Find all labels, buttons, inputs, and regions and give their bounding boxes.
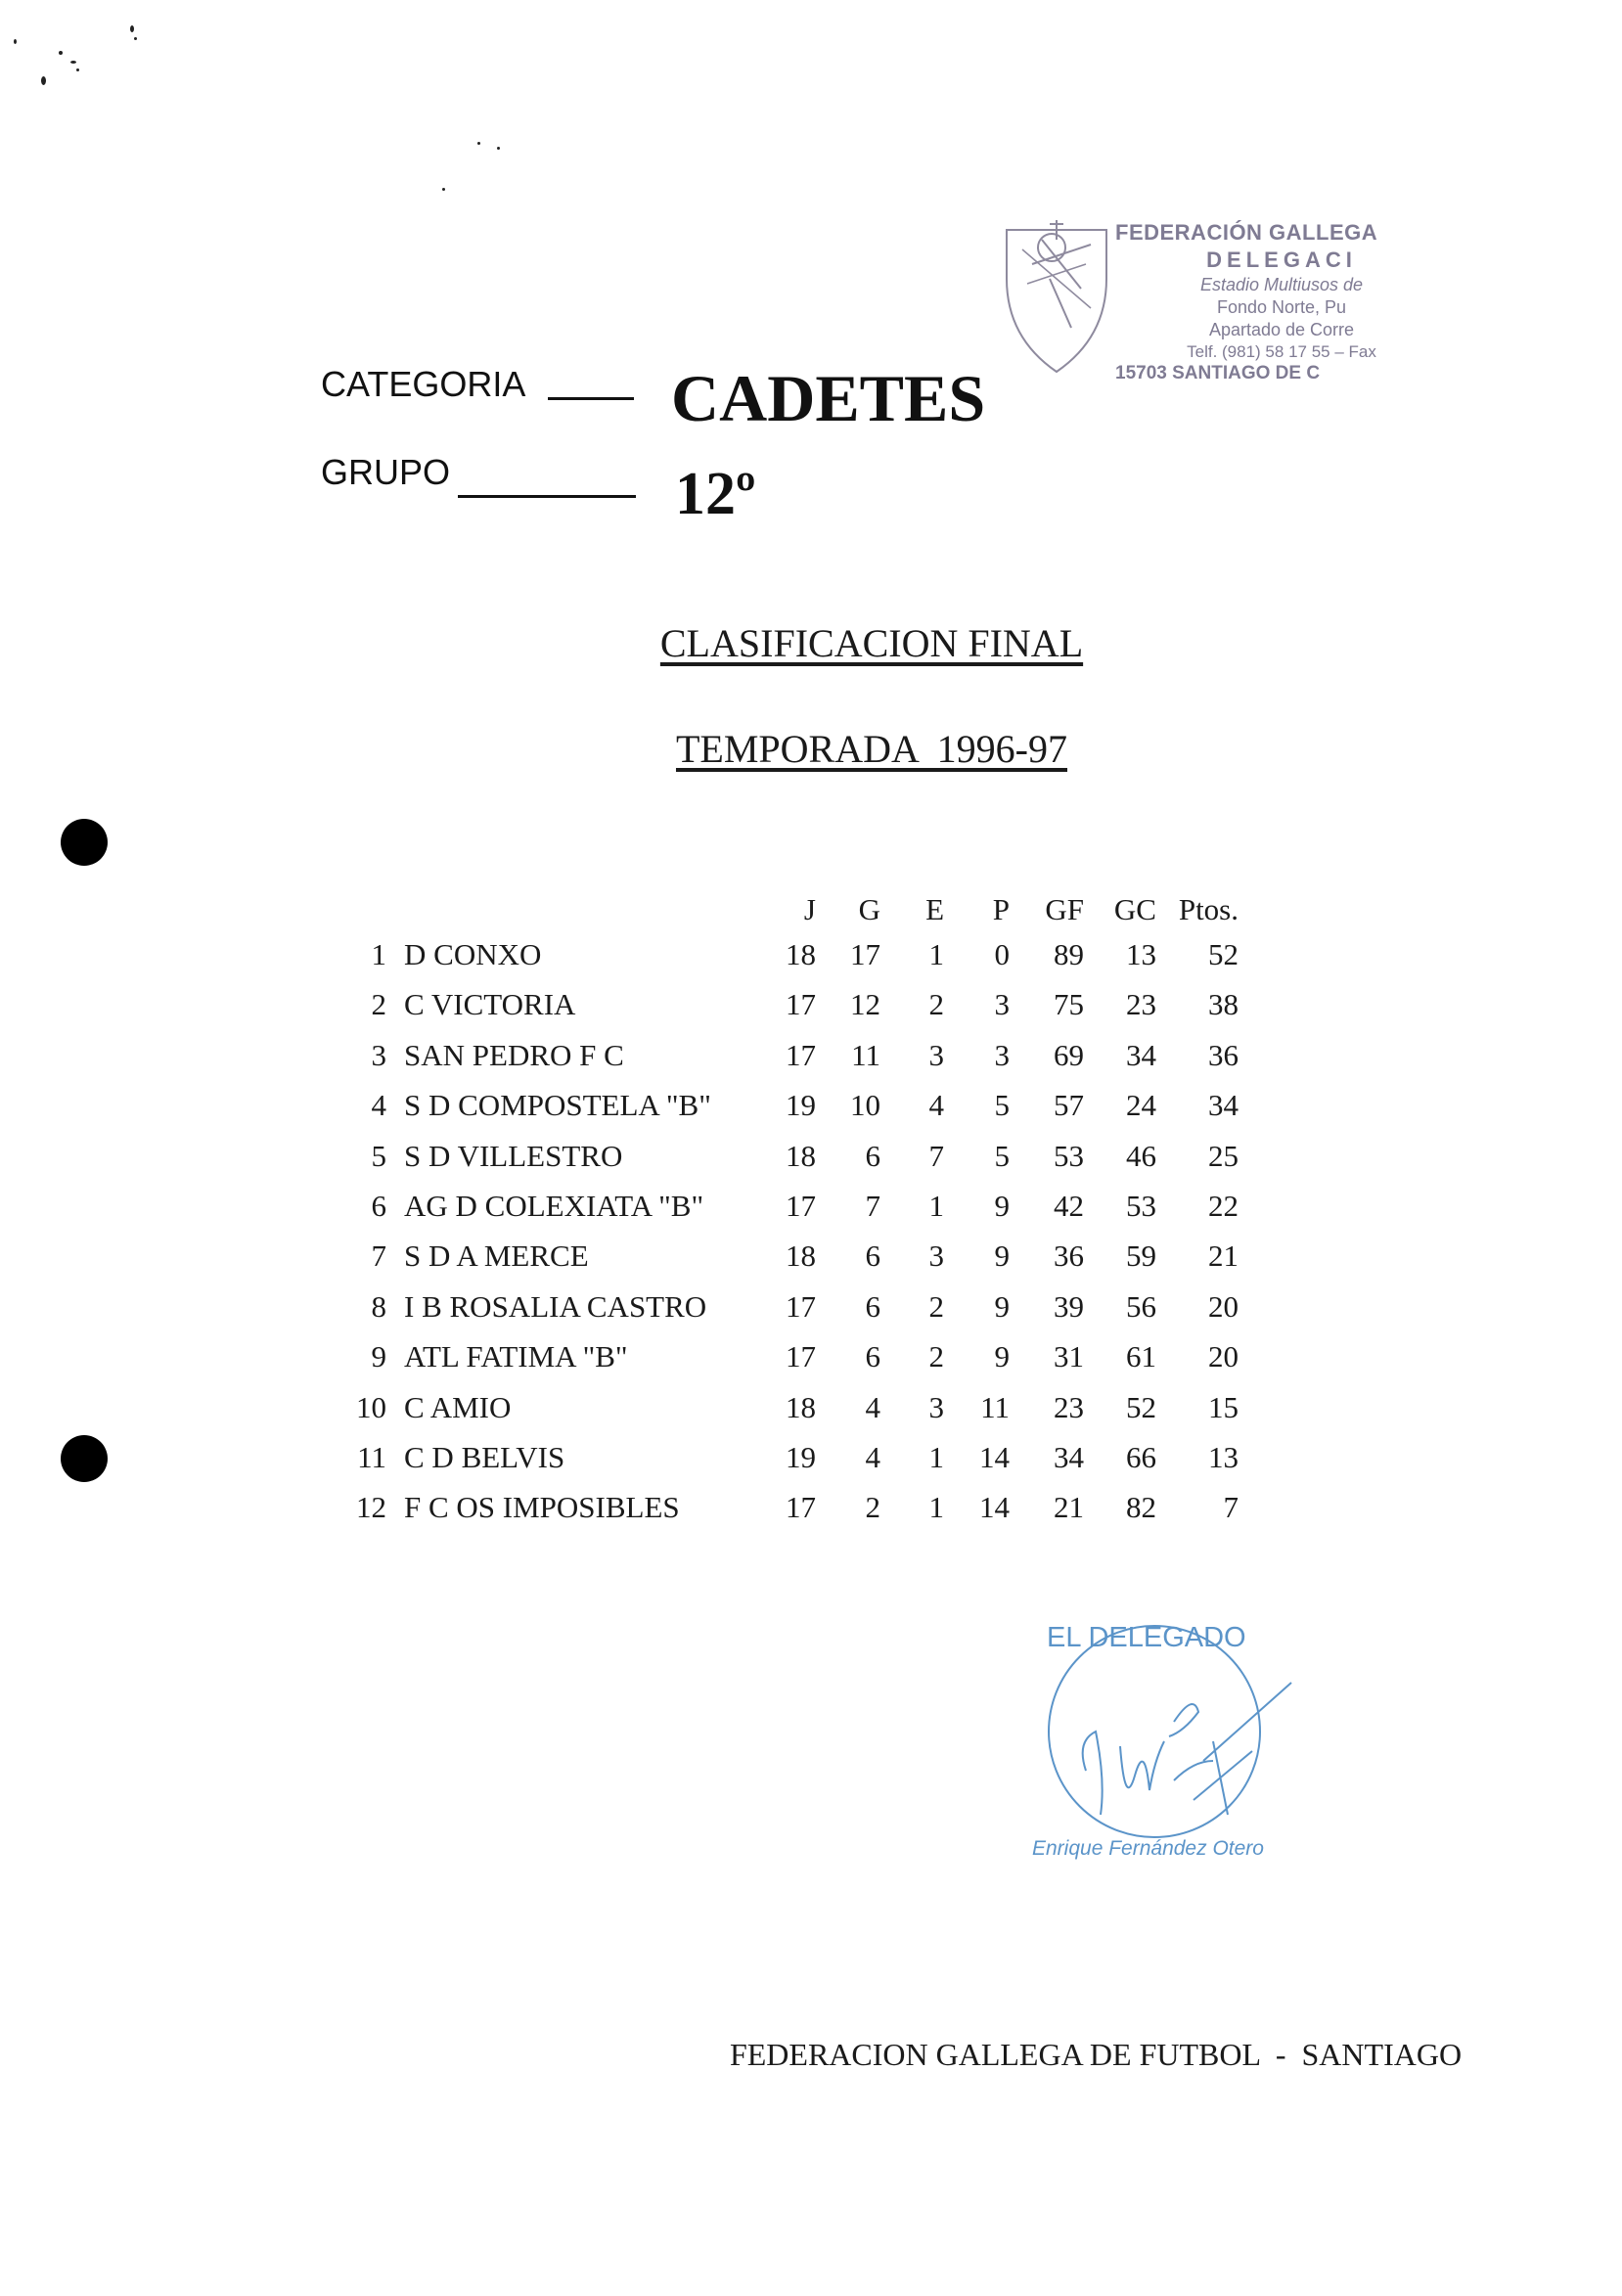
stamp-line: Estadio Multiusos de [1199,275,1364,294]
team-cell: S D VILLESTRO [404,1139,623,1173]
team-cell: AG D COLEXIATA "B" [404,1189,704,1223]
team-cell: S D A MERCE [404,1238,589,1273]
stat-cell-p: 11 [980,1390,1010,1424]
stat-cell-g: 11 [851,1038,880,1072]
stat-cell-ptos: 52 [1208,937,1239,971]
scan-speck [477,142,480,145]
grupo-label: GRUPO [321,452,451,492]
stat-cell-ptos: 25 [1208,1139,1239,1173]
stat-cell-ptos: 7 [1223,1490,1239,1524]
stat-cell-p: 9 [994,1289,1010,1324]
position-cell: 10 [356,1390,386,1424]
position-cell: 8 [371,1289,386,1324]
scan-speck [70,61,76,64]
stat-cell-j: 18 [786,937,816,971]
categoria-label: CATEGORIA [321,364,526,404]
stat-cell-gf: 39 [1054,1289,1084,1324]
stat-cell-g: 10 [850,1088,880,1122]
stat-cell-j: 17 [786,987,816,1021]
stat-cell-e: 2 [928,987,944,1021]
scan-speck [497,147,500,150]
stat-cell-g: 6 [865,1289,880,1324]
stat-cell-g: 6 [865,1238,880,1273]
stamp-line: 15703 SANTIAGO DE C [1115,363,1321,383]
stat-cell-g: 7 [865,1189,880,1223]
stat-cell-p: 9 [994,1339,1010,1373]
stat-cell-p: 14 [979,1440,1010,1474]
stat-cell-e: 1 [928,1440,944,1474]
stat-cell-gc: 53 [1126,1189,1156,1223]
stat-cell-e: 2 [928,1289,944,1324]
stat-cell-g: 2 [865,1490,880,1524]
stat-cell-gf: 53 [1054,1139,1084,1173]
stat-cell-ptos: 36 [1208,1038,1239,1072]
stamp-line: Apartado de Corre [1208,320,1355,339]
stat-cell-gc: 66 [1126,1440,1156,1474]
stat-cell-g: 17 [850,937,880,971]
stat-cell-j: 18 [786,1139,816,1173]
federation-crest-icon [1003,210,1110,377]
stat-cell-gc: 61 [1126,1339,1156,1373]
stat-cell-gf: 42 [1054,1189,1084,1223]
stat-cell-ptos: 34 [1208,1088,1239,1122]
stat-cell-e: 1 [928,1189,944,1223]
stat-cell-j: 17 [786,1038,816,1072]
stat-cell-ptos: 15 [1208,1390,1239,1424]
stamp-line: Telf. (981) 58 17 55 – Fax [1187,342,1376,361]
position-cell: 2 [371,987,386,1021]
scan-speck [14,39,17,44]
stat-cell-j: 17 [786,1339,816,1373]
column-header: E [925,892,944,926]
stat-cell-gc: 59 [1126,1238,1156,1273]
stat-cell-g: 4 [865,1440,880,1474]
stat-cell-e: 3 [928,1038,944,1072]
column-header: GF [1045,892,1084,926]
column-header: J [803,892,816,926]
team-cell: ATL FATIMA "B" [404,1339,628,1373]
season-subtitle: TEMPORADA 1996-97 [675,727,1068,771]
stat-cell-gc: 13 [1126,937,1156,971]
scan-speck [130,25,134,32]
stat-cell-gc: 82 [1126,1490,1156,1524]
scan-speck [76,68,79,71]
delegate-signature-stamp [1027,1614,1321,1868]
stat-cell-j: 19 [786,1440,816,1474]
position-cell: 12 [356,1490,386,1524]
stat-cell-p: 0 [994,937,1010,971]
stat-cell-gf: 21 [1054,1490,1084,1524]
stat-cell-gc: 23 [1126,987,1156,1021]
punch-hole [61,1435,108,1482]
column-header: P [992,892,1010,926]
stat-cell-p: 9 [994,1189,1010,1223]
stat-cell-ptos: 38 [1208,987,1239,1021]
stat-cell-j: 18 [786,1390,816,1424]
stat-cell-e: 4 [928,1088,944,1122]
position-cell: 5 [371,1139,386,1173]
team-cell: S D COMPOSTELA "B" [404,1088,711,1122]
team-cell: C D BELVIS [404,1440,565,1474]
scan-speck [134,37,137,40]
stat-cell-gf: 89 [1054,937,1084,971]
position-cell: 7 [371,1238,386,1273]
scan-speck [41,76,46,85]
stamp-text [1115,220,1448,384]
team-cell: D CONXO [404,937,542,971]
stat-cell-gf: 36 [1054,1238,1084,1273]
signature-stamp-title: EL DELEGADO [1047,1622,1246,1653]
page-title: CLASIFICACION FINAL [659,621,1084,665]
federation-stamp [1003,210,1453,406]
team-cell: SAN PEDRO F C [404,1038,624,1072]
stat-cell-g: 4 [865,1390,880,1424]
stat-cell-e: 2 [928,1339,944,1373]
stat-cell-j: 19 [786,1088,816,1122]
stat-cell-e: 3 [928,1238,944,1273]
stat-cell-j: 17 [786,1289,816,1324]
scan-speck [442,188,445,191]
stat-cell-ptos: 13 [1208,1440,1239,1474]
column-header: G [858,892,880,926]
stat-cell-p: 5 [994,1139,1010,1173]
categoria-underline [548,397,634,400]
stat-cell-ptos: 20 [1208,1289,1239,1324]
stat-cell-gc: 24 [1126,1088,1156,1122]
stamp-line: FEDERACIÓN GALLEGA [1115,220,1378,245]
signature-stamp-name: Enrique Fernández Otero [1032,1837,1264,1860]
stat-cell-gf: 23 [1054,1390,1084,1424]
position-cell: 4 [371,1088,386,1122]
stat-cell-e: 3 [928,1390,944,1424]
stat-cell-e: 1 [928,937,944,971]
stat-cell-ptos: 21 [1208,1238,1239,1273]
stat-cell-gc: 56 [1126,1289,1156,1324]
stat-cell-gf: 57 [1054,1088,1084,1122]
stat-cell-gf: 69 [1054,1038,1084,1072]
position-cell: 1 [371,937,386,971]
page-footer: FEDERACION GALLEGA DE FUTBOL - SANTIAGO [729,2037,1463,2072]
stat-cell-g: 6 [865,1139,880,1173]
stat-cell-g: 12 [850,987,880,1021]
stat-cell-g: 6 [865,1339,880,1373]
stat-cell-p: 3 [994,987,1010,1021]
stat-cell-gc: 46 [1126,1139,1156,1173]
position-cell: 11 [357,1440,386,1474]
team-cell: I B ROSALIA CASTRO [404,1289,707,1324]
stat-cell-gc: 52 [1126,1390,1156,1424]
stat-cell-gf: 31 [1054,1339,1084,1373]
stat-cell-ptos: 22 [1208,1189,1239,1223]
stat-cell-j: 17 [786,1189,816,1223]
stat-cell-e: 1 [928,1490,944,1524]
categoria-value: CADETES [671,361,986,435]
stat-cell-p: 14 [979,1490,1010,1524]
grupo-underline [458,495,636,498]
punch-hole [61,819,108,866]
stat-cell-p: 3 [994,1038,1010,1072]
position-cell: 9 [371,1339,386,1373]
stat-cell-gf: 34 [1054,1440,1084,1474]
stamp-line: DELEGACI [1206,248,1357,272]
stat-cell-gc: 34 [1126,1038,1156,1072]
stat-cell-p: 9 [994,1238,1010,1273]
stat-cell-p: 5 [994,1088,1010,1122]
stat-cell-e: 7 [928,1139,944,1173]
stat-cell-ptos: 20 [1208,1339,1239,1373]
column-header: Ptos. [1178,892,1239,926]
stat-cell-j: 17 [786,1490,816,1524]
stat-cell-gf: 75 [1054,987,1084,1021]
stamp-line: Fondo Norte, Pu [1216,297,1347,317]
team-cell: C AMIO [404,1390,512,1424]
grupo-value: 12º [675,461,756,527]
column-header: GC [1113,892,1156,926]
position-cell: 6 [371,1189,386,1223]
team-cell: F C OS IMPOSIBLES [404,1490,680,1524]
stat-cell-j: 18 [786,1238,816,1273]
position-cell: 3 [371,1038,386,1072]
team-cell: C VICTORIA [404,987,576,1021]
scan-speck [59,51,63,55]
